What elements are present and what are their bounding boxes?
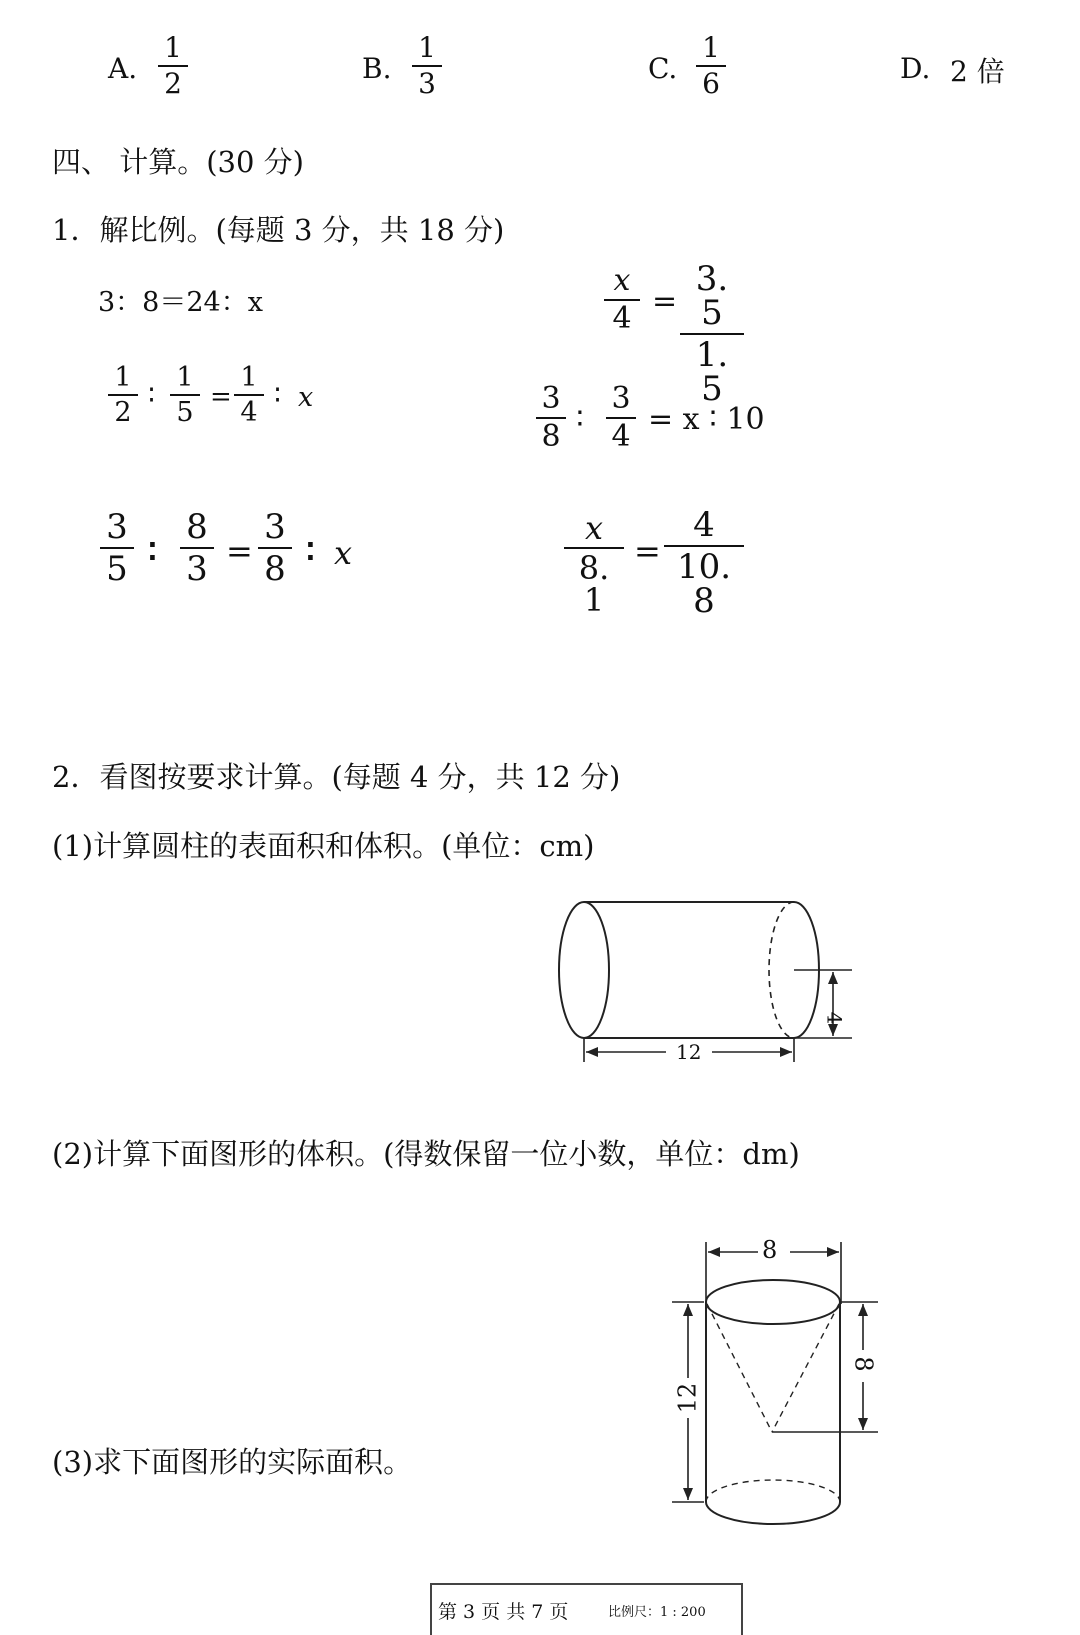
scale-text: 比例尺：1 : 200	[608, 1605, 706, 1620]
page-footer	[430, 1583, 743, 1635]
choice-a-label: A.	[108, 52, 138, 85]
height-label: 12	[673, 1382, 702, 1414]
q1-heading: 1．解比例。(每题 3 分，共 18 分)	[52, 213, 505, 247]
eq2-right-fraction: 3. 5 1. 5	[680, 262, 744, 406]
choice-c-fraction: 1 6	[696, 34, 726, 98]
cone-height-label: 8	[849, 1356, 878, 1372]
choice-b-fraction: 1 3	[412, 34, 442, 98]
choice-b-label: B.	[362, 52, 392, 85]
cylinder-radius-label: 4	[822, 1011, 847, 1025]
page-number: 第 3 页 共 7 页	[438, 1601, 569, 1623]
cylinder-cone-figure	[660, 1230, 890, 1530]
section-heading: 四、 计算。(30 分)	[52, 145, 304, 179]
cylinder-length-label: 12	[676, 1040, 702, 1064]
choice-d-text: 2 倍	[950, 55, 1005, 88]
q2-part1: (1)计算圆柱的表面积和体积。(单位：cm)	[52, 829, 595, 863]
q2-heading: 2．看图按要求计算。(每题 4 分，共 12 分)	[52, 760, 621, 794]
equation-1: 3：8＝24：x	[98, 287, 263, 318]
q2-part3: (3)求下面图形的实际面积。	[52, 1445, 413, 1479]
cylinder-figure	[540, 890, 880, 1080]
choice-d-label: D.	[900, 52, 931, 85]
diameter-label: 8	[762, 1236, 778, 1264]
q2-part2: (2)计算下面图形的体积。(得数保留一位小数，单位：dm)	[52, 1137, 800, 1171]
choice-c-label: C.	[648, 52, 678, 85]
eq2-left-fraction: x 4	[604, 266, 640, 334]
choice-a-fraction: 1 2	[158, 34, 188, 98]
